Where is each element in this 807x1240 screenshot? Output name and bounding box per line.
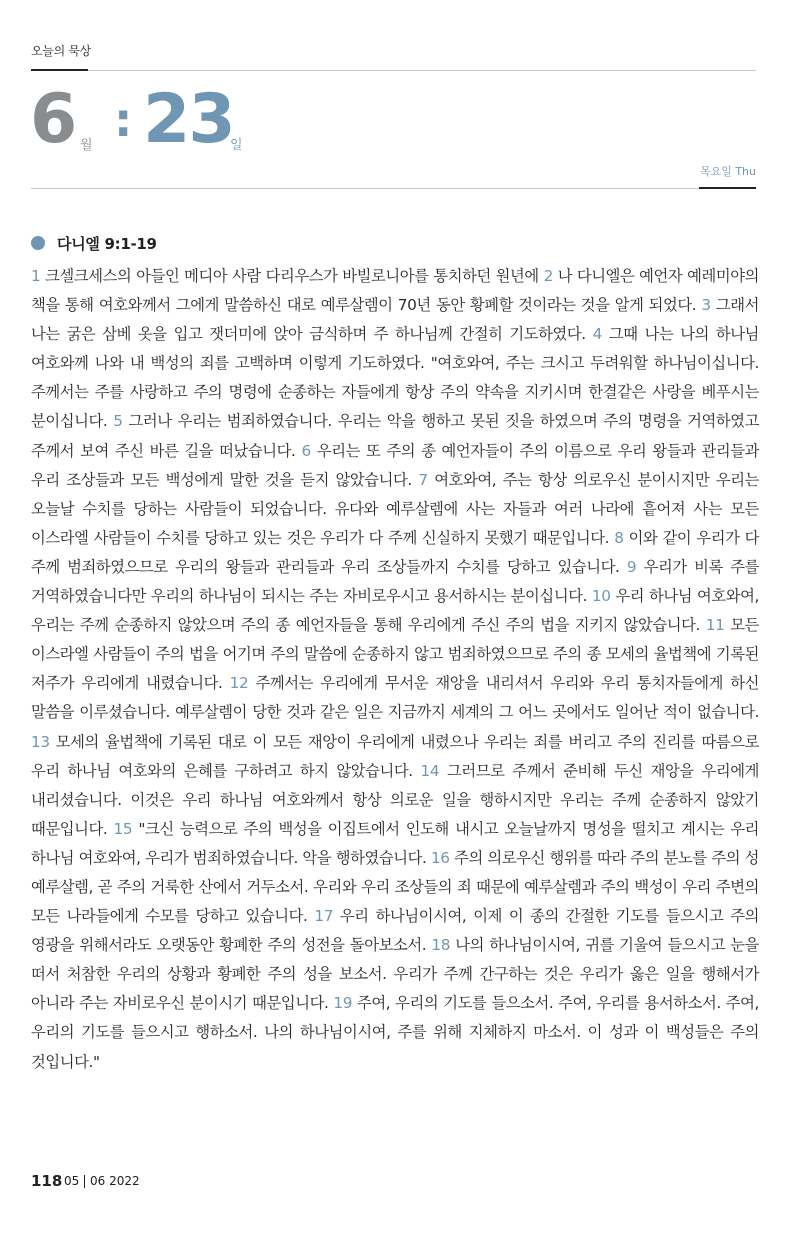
- day-number: 23: [143, 80, 234, 159]
- verse-number: 7: [418, 470, 428, 489]
- issue-date: 06 2022: [90, 1174, 140, 1188]
- verse-number: 19: [333, 994, 353, 1013]
- verse-text: 나의 하나님이시여, 귀를 기울여 들으시고 눈을 떠서 처참한 우리의 상황과 황폐한 주의 성을 보소서. 우리가 주께 간구하는 것은 우리가 옳은 일을 행해서가 아니라 주는 자비로우신 분이시기 때문입니다.: [31, 936, 759, 1013]
- verse-text: 그러므로 주께서 준비해 두신 재앙을 우리에게 내리셨습니다. 이것은 우리 하나님 여호와께서 항상 의로운 일을 행하시지만 우리는 주께 순종하지 않았기 때문입니다.: [31, 761, 759, 838]
- scripture-passage: [31, 262, 759, 1077]
- issue-separator: [84, 1175, 85, 1188]
- verse-text: 우리 하나님 여호와여, 우리는 주께 순종하지 않았으며 주의 종 예언자들을 통해 우리에게 주신 주의 법을 지키지 않았습니다.: [31, 587, 759, 635]
- verse-text: 여호와여, 주는 항상 의로우신 분이시지만 우리는 오늘날 수치를 당하는 사람들이 되었습니다. 유다와 예루살렘에 사는 자들과 여러 나라에 흩어져 사는 모든 이스라엘 사람들이 수치를 당하고 있는 것은 우리가 다 주께 신실하지 못했기 때문입니다.: [31, 470, 759, 547]
- verse-number: 14: [420, 761, 440, 780]
- day-unit: 일: [230, 138, 243, 153]
- verse-text: 주여, 우리의 기도를 들으소서. 주여, 우리를 용서하소서. 주여, 우리의 기도를 들으시고 행하소서. 나의 하나님이시여, 주를 위해 지체하지 마소서. 이 성과 이 백성들은 주의 것입니다.": [31, 994, 759, 1071]
- verse-number: 16: [430, 848, 450, 867]
- verse-number: 17: [314, 907, 334, 926]
- verse-number: 6: [301, 441, 311, 460]
- verse-text: 그때 나는 나의 하나님 여호와께 나와 내 백성의 죄를 고백하며 이렇게 기도하였다. "여호와여, 주는 크시고 두려워할 하나님이십니다. 주께서는 주를 사랑하고 주의 명령에 순종하는 자들에게 항상 주의 약속을 지키시며 한결같은 사랑을 베푸시는 분이십니다.: [31, 325, 759, 431]
- verse-text: 그래서 나는 굵은 삼베 옷을 입고 잿더미에 앉아 금식하며 주 하나님께 간절히 기도하였다.: [31, 296, 759, 344]
- section-label: 오늘의 묵상: [31, 44, 91, 58]
- mid-rule: [31, 188, 699, 189]
- verse-number: 13: [31, 732, 50, 751]
- verse-text: 나 다니엘은 예언자 예레미야의 책을 통해 여호와께서 그에게 말씀하신 대로 예루살렘이 70년 동안 황폐할 것이라는 것을 알게 되었다.: [31, 267, 759, 315]
- verse-text: 모든 이스라엘 사람들이 주의 법을 어기며 주의 말씀에 순종하지 않고 범죄하였으므로 주의 종 모세의 율법책에 기록된 저주가 우리에게 내렸습니다.: [31, 616, 759, 693]
- verse-number: 1: [31, 267, 41, 285]
- verse-number: 4: [592, 325, 603, 344]
- weekday-label: 목요일 Thu: [699, 165, 756, 178]
- date-colon: :: [114, 93, 133, 147]
- month-unit: 월: [80, 138, 93, 153]
- verse-number: 10: [591, 587, 611, 606]
- verse-text: 주의 의로우신 행위를 따라 주의 분노를 주의 성 예루살렘, 곧 주의 거룩한 산에서 거두소서. 우리와 우리 조상들의 죄 때문에 예루살렘과 주의 백성이 우리 주변의 모든 나라들에게 수모를 당하고 있습니다.: [31, 848, 759, 926]
- verse-text: 우리 하나님이시여, 이제 이 종의 간절한 기도를 들으시고 주의 영광을 위해서라도 오랫동안 황폐한 주의 성전을 돌아보소서.: [31, 907, 759, 955]
- verse-text: 크셀크세스의 아들인 메디아 사람 다리우스가 바빌로니아를 통치하던 원년에: [40, 267, 544, 285]
- weekday-underline: [699, 187, 756, 189]
- verse-text: 이와 같이 우리가 다 주께 범죄하였으므로 우리의 왕들과 관리들과 우리 조상들까지 수치를 당하고 있습니다.: [31, 528, 759, 576]
- verse-number: 3: [701, 296, 711, 315]
- verse-text: "크신 능력으로 주의 백성을 이집트에서 인도해 내시고 오늘날까지 명성을 떨치고 계시는 우리 하나님 여호와여, 우리가 범죄하였습니다. 악을 행하였습니다.: [31, 819, 760, 867]
- verse-text: 우리가 비록 주를 거역하였습니다만 우리의 하나님이 되시는 주는 자비로우시고 용서하시는 분이십니다.: [31, 557, 760, 606]
- top-rule: [88, 70, 756, 71]
- passage-body: [31, 262, 759, 1077]
- page-number: 118: [31, 1172, 63, 1190]
- reference-bullet-icon: [31, 236, 45, 250]
- verse-text: 그러나 우리는 범죄하였습니다. 우리는 악을 행하고 못된 짓을 하였으며 주의 명령을 거역하였고 주께서 보여 주신 바른 길을 떠났습니다.: [31, 412, 759, 460]
- verse-number: 9: [626, 557, 637, 576]
- verse-number: 5: [113, 412, 123, 431]
- verse-number: 15: [113, 819, 133, 838]
- month-number: 6: [30, 80, 76, 159]
- verse-number: 12: [229, 674, 249, 693]
- issue-month: 05: [64, 1174, 80, 1188]
- verse-number: 2: [543, 267, 553, 285]
- verse-number: 8: [614, 528, 624, 547]
- verse-number: 11: [705, 616, 725, 635]
- verse-text: 주께서는 우리에게 무서운 재앙을 내리셔서 우리와 우리 통치자들에게 하신 말씀을 이루셨습니다. 예루살렘이 당한 것과 같은 일은 지금까지 세계의 그 어느 곳에서도 일어난 적이 없습니다.: [31, 674, 759, 722]
- verse-text: 우리는 또 주의 종 예언자들이 주의 이름으로 우리 왕들과 관리들과 우리 조상들과 모든 백성에게 말한 것을 듣지 않았습니다.: [31, 441, 759, 489]
- verse-text: 모세의 율법책에 기록된 대로 이 모든 재앙이 우리에게 내렸으나 우리는 죄를 버리고 주의 진리를 따름으로 우리 하나님 여호와의 은혜를 구하려고 하지 않았습니다.: [31, 732, 759, 780]
- section-label-underline: [31, 69, 88, 71]
- verse-number: 18: [431, 936, 451, 955]
- scripture-reference: 다니엘 9:1-19: [57, 235, 157, 253]
